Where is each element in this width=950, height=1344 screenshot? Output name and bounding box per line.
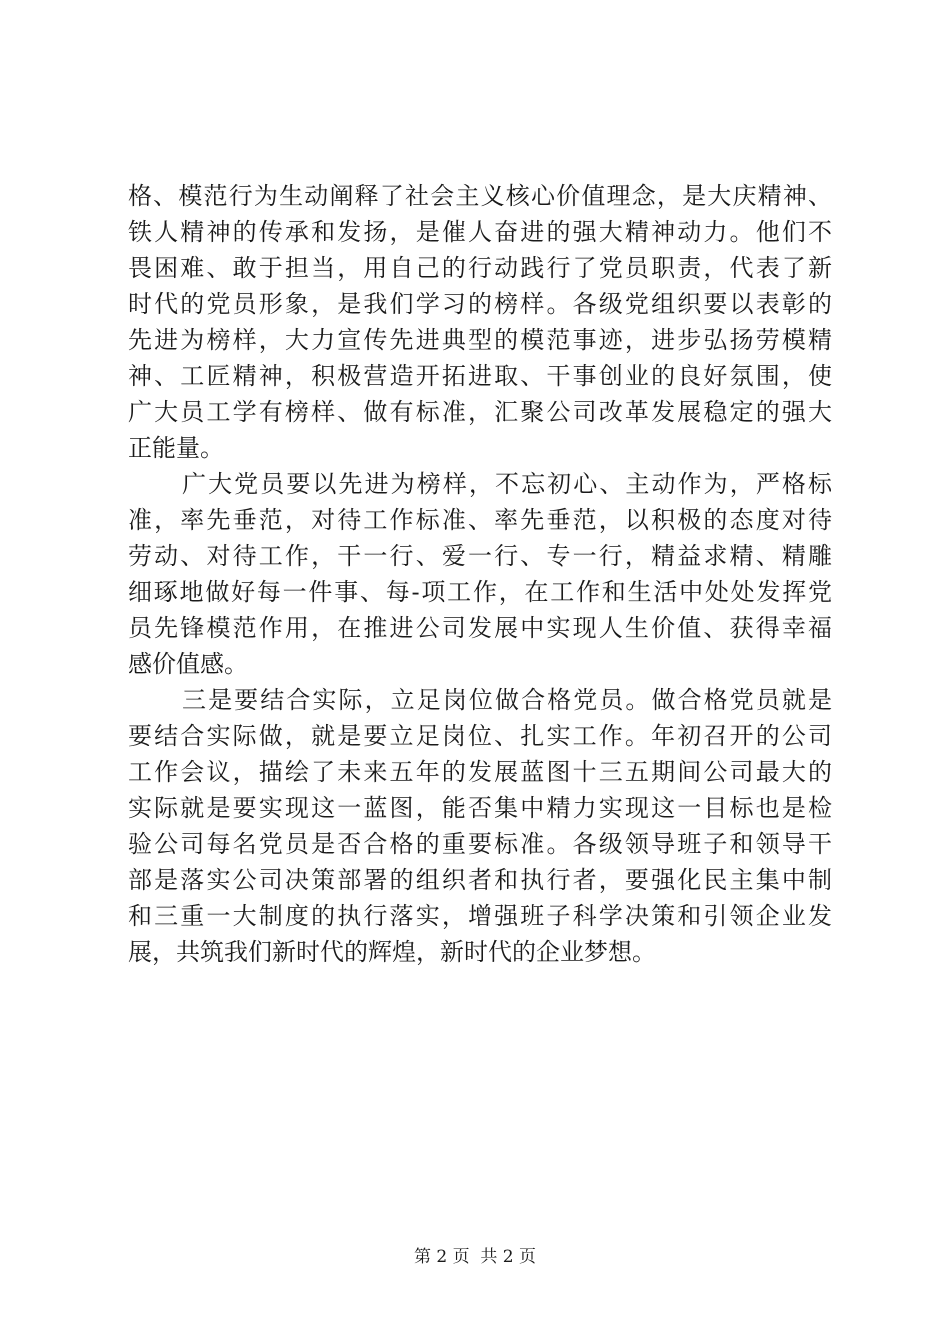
- text-line: 格、模范行为生动阐释了社会主义核心价值理念，是大庆精神、: [128, 182, 832, 210]
- text-line: 时代的党员形象，是我们学习的榜样。各级党组织要以表彰的: [128, 290, 832, 318]
- text-line: 细琢地做好每一件事、每-项工作，在工作和生活中处处发挥党: [128, 578, 832, 606]
- text-line: 展，共筑我们新时代的辉煌，新时代的企业梦想。: [128, 938, 656, 966]
- text-line: 要结合实际做，就是要立足岗位、扎实工作。年初召开的公司: [128, 722, 832, 750]
- page-number: 第 2 页 共 2 页: [413, 1247, 537, 1267]
- text-line: 部是落实公司决策部署的组织者和执行者，要强化民主集中制: [128, 866, 832, 894]
- paragraph: [128, 682, 832, 970]
- text-line: 和三重一大制度的执行落实，增强班子科学决策和引领企业发: [128, 902, 832, 930]
- text-line: 铁人精神的传承和发扬，是催人奋进的强大精神动力。他们不: [128, 218, 832, 246]
- text-line: 准，率先垂范，对待工作标准、率先垂范，以积极的态度对待: [128, 506, 832, 534]
- text-line: 感价值感。: [128, 650, 248, 678]
- text-line: 神、工匠精神，积极营造开拓进取、干事创业的良好氛围，使: [128, 362, 832, 390]
- text-line: 劳动、对待工作，干一行、爱一行、专一行，精益求精、精雕: [128, 542, 832, 570]
- text-line: 先进为榜样，大力宣传先进典型的模范事迹，进步弘扬劳模精: [128, 326, 832, 354]
- text-line: 验公司每名党员是否合格的重要标准。各级领导班子和领导干: [128, 830, 832, 858]
- text-line: 正能量。: [128, 434, 224, 462]
- paragraph: [128, 178, 832, 466]
- text-line: 广大员工学有榜样、做有标准，汇聚公司改革发展稳定的强大: [128, 398, 832, 426]
- text-line: 实际就是要实现这一蓝图，能否集中精力实现这一目标也是检: [128, 794, 832, 822]
- text-line: 员先锋模范作用，在推进公司发展中实现人生价值、获得幸福: [128, 614, 832, 642]
- document-body: [128, 178, 832, 970]
- text-line: 三是要结合实际，立足岗位做合格党员。做合格党员就是: [182, 686, 832, 714]
- text-line: 畏困难、敢于担当，用自己的行动践行了党员职责，代表了新: [128, 254, 832, 282]
- text-line: 广大党员要以先进为榜样，不忘初心、主动作为，严格标: [182, 470, 832, 498]
- page-footer: [0, 1242, 950, 1267]
- text-line: 工作会议，描绘了未来五年的发展蓝图十三五期间公司最大的: [128, 758, 832, 786]
- paragraph: [128, 466, 832, 682]
